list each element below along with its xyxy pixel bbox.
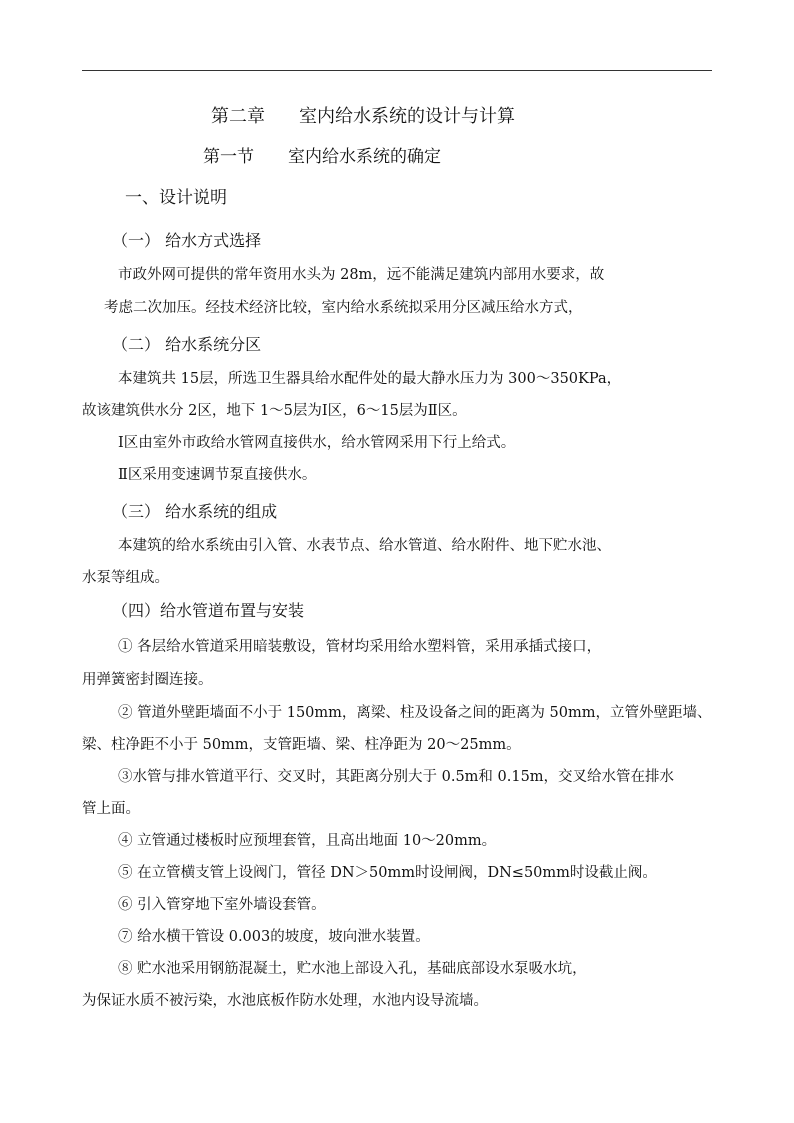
section-label: 第一节 [203, 147, 254, 167]
paragraph-line: Ⅰ区由室外市政给水管网直接供水，给水管网采用下行上给式。 [118, 435, 516, 451]
paragraph-line: ② 管道外壁距墙面不小于 150mm，离梁、柱及设备之间的距离为 50mm，立管外壁距墙、 [118, 705, 712, 721]
section-title: 室内给水系统的确定 [288, 147, 441, 167]
chapter-title: 室内给水系统的设计与计算 [299, 106, 515, 127]
chapter-label: 第二章 [211, 106, 265, 127]
chapter-heading [211, 108, 515, 126]
paragraph-line: 本建筑的给水系统由引入管、水表节点、给水管道、给水附件、地下贮水池、 [118, 538, 611, 554]
paragraph-line: ⑦ 给水横干管设 0.003的坡度，坡向泄水装置。 [118, 929, 430, 945]
paragraph-line: 故该建筑供水分 2区，地下 1～5层为Ⅰ区，6～15层为Ⅱ区。 [82, 403, 467, 419]
paragraph-line: 用弹簧密封圈连接。 [82, 672, 213, 688]
paragraph-line: ⑧ 贮水池采用钢筋混凝土，贮水池上部设入孔，基础底部设水泵吸水坑， [118, 961, 587, 977]
paragraph-line: ④ 立管通过楼板时应预埋套管，且高出地面 10～20mm。 [118, 833, 497, 849]
paragraph-line: Ⅱ区采用变速调节泵直接供水。 [118, 467, 317, 483]
sub2-heading: （二） 给水系统分区 [112, 335, 262, 354]
sub3-heading: （三） 给水系统的组成 [112, 502, 278, 521]
header-rule [82, 70, 712, 71]
paragraph-line: 管上面。 [82, 801, 140, 817]
paragraph-line: 市政外网可提供的常年资用水头为 28m，远不能满足建筑内部用水要求，故 [118, 267, 605, 283]
sub4-heading: （四）给水管道布置与安装 [112, 601, 305, 620]
paragraph-line: 梁、柱净距不小于 50mm，支管距墙、梁、柱净距为 20～25mm。 [82, 737, 521, 753]
paragraph-line: ⑥ 引入管穿地下室外墙设套管。 [118, 897, 326, 913]
paragraph-line: 水泵等组成。 [82, 570, 169, 586]
part1-heading: 一、设计说明 [125, 188, 227, 208]
paragraph-line: 考虑二次加压。经技术经济比较，室内给水系统拟采用分区减压给水方式， [104, 300, 583, 316]
paragraph-line: 为保证水质不被污染，水池底板作防水处理，水池内设导流墙。 [82, 993, 488, 1009]
paragraph-line: 本建筑共 15层，所选卫生器具给水配件处的最大静水压力为 300～350KPa， [118, 371, 622, 387]
paragraph-line: ① 各层给水管道采用暗装敷设，管材均采用给水塑料管，采用承插式接口， [118, 639, 602, 655]
sub1-heading: （一） 给水方式选择 [112, 231, 262, 250]
paragraph-line: ③水管与排水管道平行、交叉时，其距离分别大于 0.5m和 0.15m，交叉给水管在排水 [118, 769, 675, 785]
paragraph-line: ⑤ 在立管横支管上设阀门，管径 DN＞50mm时设闸阀，DN≤50mm时设截止阀。 [118, 865, 657, 881]
section-heading [203, 149, 441, 166]
